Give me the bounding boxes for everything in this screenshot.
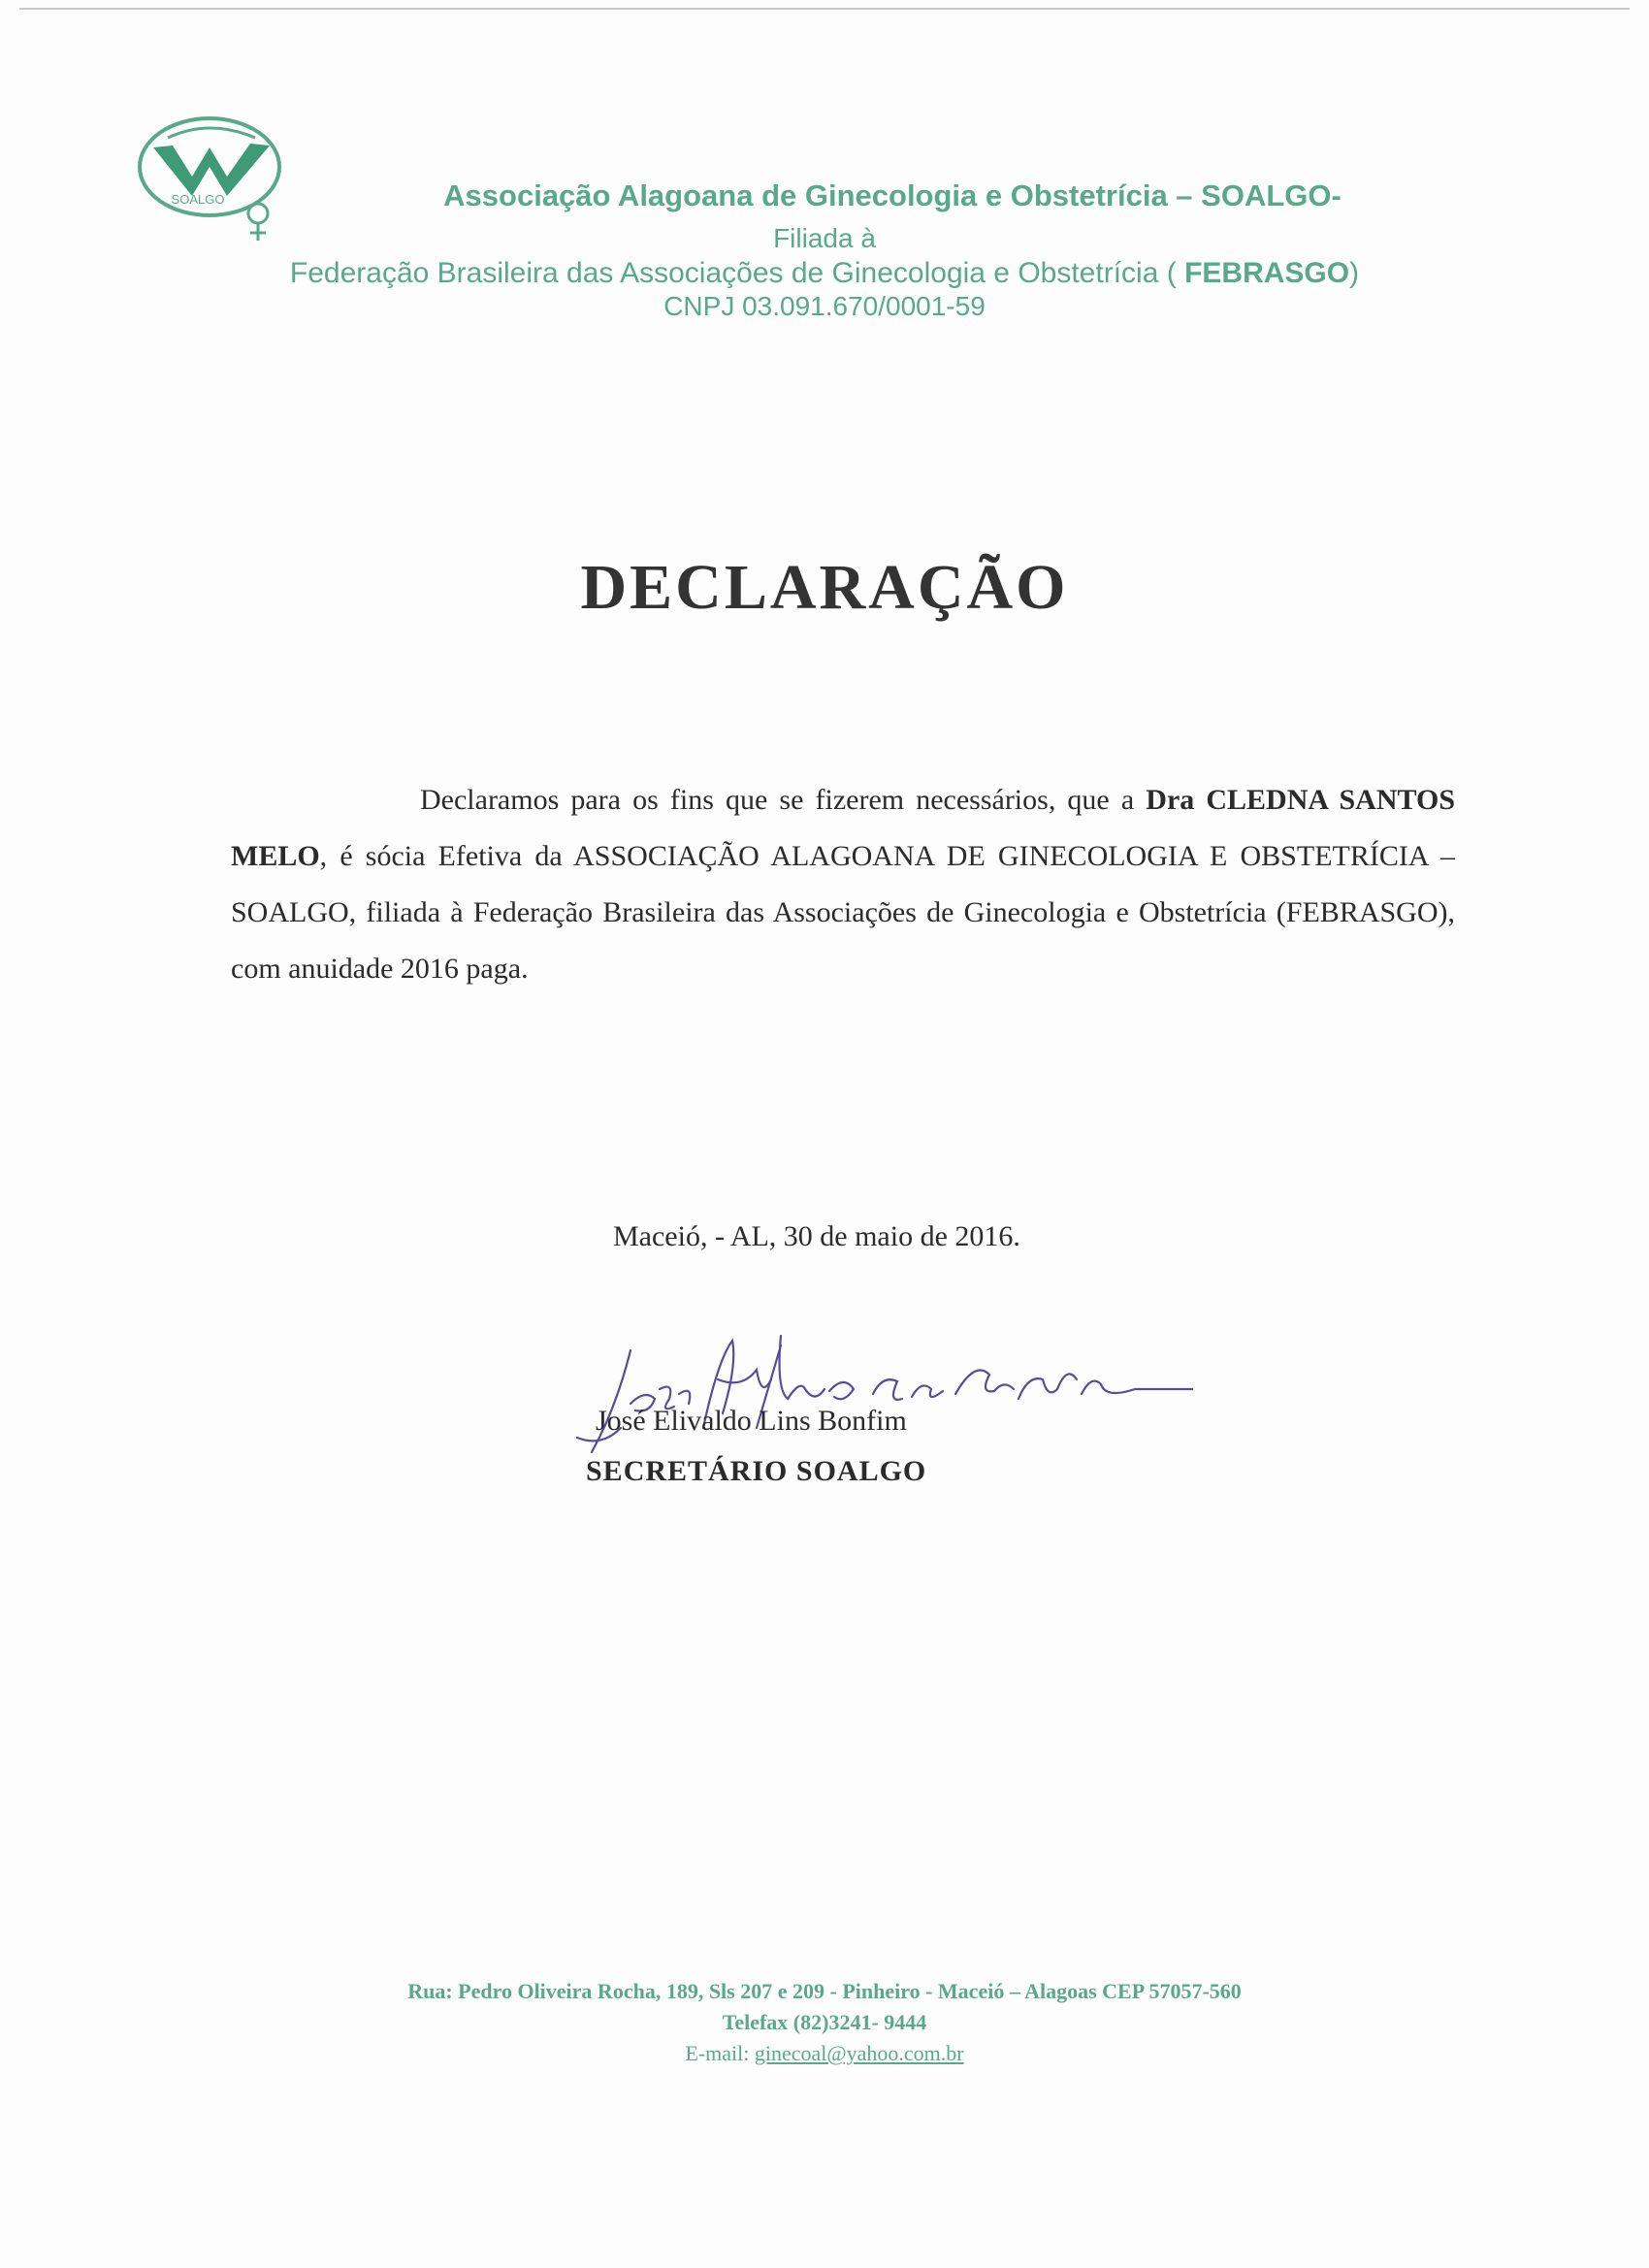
email-label: E-mail: (685, 2041, 755, 2065)
body-part1: Declaramos para os fins que se fizerem necessários, que a (420, 784, 1147, 816)
affiliated-label: Filiada à (773, 223, 876, 253)
federation-acronym: FEBRASGO (1184, 257, 1350, 289)
footer-address: Rua: Pedro Oliveira Rocha, 189, Sls 207 e 209 - Pinheiro - Maceió – Alagoas CEP 57057-560 (407, 1979, 1242, 2003)
email-link[interactable]: ginecoal@yahoo.com.br (754, 2041, 964, 2065)
place-date: Maceió, - AL, 30 de maio de 2016. (613, 1220, 1020, 1252)
member-name: Dra CLEDNA SANTOS MELO (231, 784, 1456, 872)
footer-phone: Telefax (82)3241- 9444 (722, 2010, 927, 2034)
federation-name (0, 257, 1649, 290)
body-part2: , é sócia Efetiva da ASSOCIAÇÃO ALAGOANA DE GINECOLOGIA E OBSTETRÍCIA – SOALGO, filiada à Federação Brasileira das Associações de Ginecologia e Obstetrícia (FEBRASGO), com anuidade 2016 paga. (231, 840, 1455, 985)
federation-prefix: Federação Brasileira das Associações de Ginecologia e Obstetrícia ( (289, 257, 1177, 289)
federation-suffix: ) (1349, 257, 1360, 289)
page-title: DECLARAÇÃO (580, 552, 1069, 623)
signer-role: SECRETÁRIO SOALGO (586, 1455, 927, 1487)
logo-text: SOALGO (171, 192, 225, 207)
footer-email (0, 2041, 1649, 2066)
cnpj: CNPJ 03.091.670/0001-59 (663, 291, 986, 321)
top-divider (19, 8, 1630, 10)
org-name: Associação Alagoana de Ginecologia e Obstetrícia – SOALGO- (443, 178, 1342, 212)
handwritten-signature (563, 1321, 1193, 1467)
declaration-body (231, 772, 1455, 997)
signer-name: José Elivaldo Lins Bonfim (596, 1405, 907, 1437)
